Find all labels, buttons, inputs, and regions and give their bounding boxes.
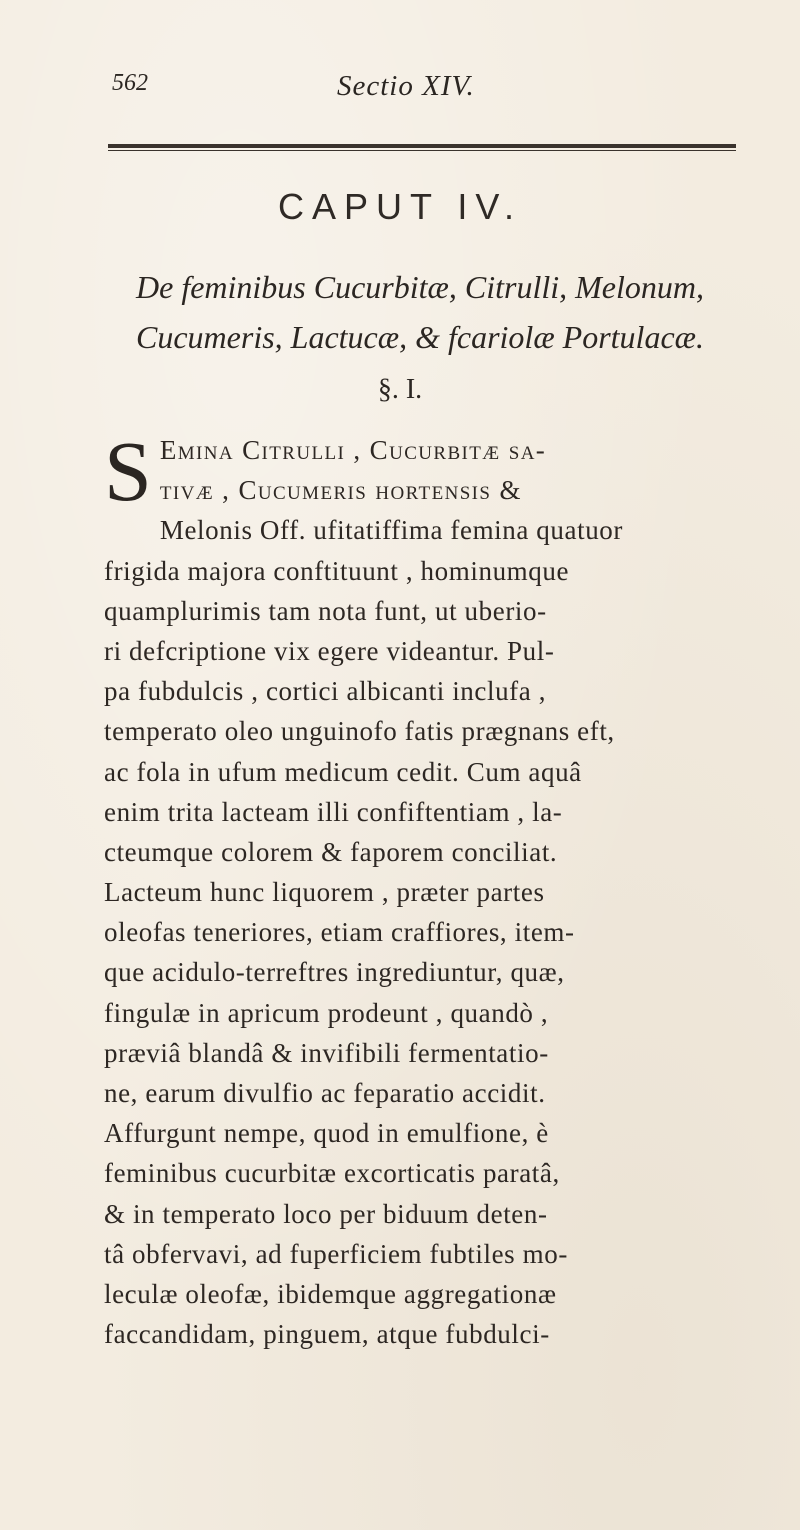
chapter-subtitle [100, 262, 740, 362]
text-line: & in temperato loco per biduum deten- [104, 1198, 548, 1229]
text-line: frigida majora conftituunt , hominumque [104, 555, 570, 586]
text-line: Melonis Off. ufitatiffima femina quatuor [159, 515, 623, 546]
drop-cap: S [104, 423, 152, 519]
subtitle-line: Cucumeris, Lactucæ, & fcariolæ Portulacæ. [136, 319, 704, 355]
header-rule [108, 144, 736, 151]
running-head [112, 70, 732, 110]
text-line: faccandidam, pinguem, atque fubdulci- [104, 1319, 550, 1350]
text-line: Emina Citrulli , Cucurbitæ sa- [159, 435, 547, 465]
body-text [104, 423, 744, 1354]
text-line: leculæ oleofæ, ibidemque aggregationæ [104, 1278, 557, 1309]
text-line: Lacteum hunc liquorem , præter partes [104, 877, 545, 908]
text-line: temperato oleo unguinofo fatis prægnans eft, [104, 716, 615, 747]
text-line: pa fubdulcis , cortici albicanti inclufa , [104, 676, 547, 707]
section-mark: §. I. [377, 374, 423, 405]
text-line: quamplurimis tam nota funt, ut uberio- [104, 595, 547, 626]
text-line: fingulæ in apricum prodeunt , quandò , [104, 997, 549, 1028]
text-line: feminibus cucurbitæ excorticatis paratâ, [104, 1158, 560, 1189]
chapter-title: CAPUT IV. [277, 186, 523, 227]
text-line: oleofas teneriores, etiam craffiores, item- [104, 917, 575, 948]
text-line: cteumque colorem & faporem conciliat. [104, 836, 558, 867]
text-line: tâ obfervavi, ad fuperficiem fubtiles mo- [104, 1238, 568, 1269]
page-number: 562 [112, 70, 148, 96]
text-line: enim trita lacteam illi confiftentiam , la- [104, 796, 563, 827]
subtitle-line: De feminibus Cucurbitæ, Citrulli, Melonum, [136, 269, 704, 305]
running-section-title: Sectio XIV. [337, 70, 475, 102]
text-line: ne, earum divulfio ac feparatio accidit. [104, 1078, 546, 1108]
text-line: que acidulo-terreftres ingrediuntur, quæ, [104, 957, 565, 988]
text-line: præviâ blandâ & invifibili fermentatio- [104, 1037, 549, 1068]
text-line: tivæ , Cucumeris hortensis & [159, 475, 522, 506]
text-line: Affurgunt nempe, quod in emulfione, è [104, 1118, 549, 1149]
text-line: ri defcriptione vix egere videantur. Pul- [104, 635, 555, 666]
text-line: ac fola in ufum medicum cedit. Cum aquâ [104, 756, 582, 787]
